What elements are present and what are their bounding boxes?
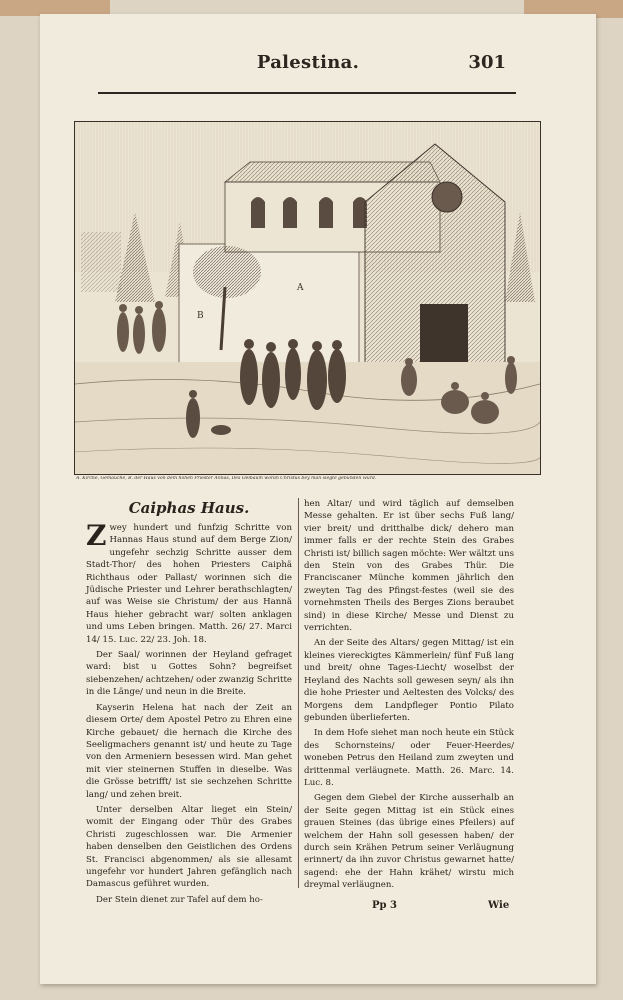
paragraph: Der Stein dienet zur Tafel auf dem ho- xyxy=(96,894,263,905)
paragraph: In dem Hofe siehet man noch heute ein Stück des Schornsteins/ oder Feuer-Heerdes/ woneben Petrus den Heiland zum zweyten und drittenmal verläugnete. Matth. 26. Marc. 14. Luc. 8. xyxy=(304,728,514,788)
right-column xyxy=(304,498,514,895)
left-column xyxy=(86,498,292,909)
figure-group-left xyxy=(117,301,166,354)
running-title: Palestina. xyxy=(256,52,360,73)
paragraph: Unter derselben Altar lieget ein Stein/ womit der Eingang oder Thür des Grabes Christi zugeschlossen war. Die Armenier haben denselben den Geistlichen des Ordens St. Francisci abgenommen/ als sie allesamt ungefehr vor hundert Jahren gefänglich nach Damascus geführet wurden. xyxy=(86,804,292,890)
paragraph: Kayserin Helena hat nach der Zeit an diesem Orte/ dem Apostel Petro zu Ehren eine Kirche gebauet/ die hernach die Kirche des Seeligmachers genannt ist/ und heute zu Tage von den Armeniern besessen wird. Man gehet mit vier steinernen Stuffen in dieselbe. Was die Grösse betrifft/ ist sie sechzehen Schritte lang/ und zehen breit. xyxy=(86,702,292,800)
page-number: 301 xyxy=(468,52,506,73)
paragraph: An der Seite des Altars/ gegen Mittag/ ist ein kleines viereckigtes Kämmerlein/ fünf Fuß lang und breit/ ohne Tages-Liecht/ woselbst der Heyland des Nachts soll gewesen seyn/ als ihn die hohe Priester und Aeltesten des Volcks/ des Morgens dem Landpfleger Pontio Pilato gebunden überlieferten. xyxy=(304,638,514,723)
plate-caption: A. Kirche, Gemäuche, B. der Haus von dem hohen Priester Annas, Des Oelbaum woran Christus bey man siegte gebunden wurd. xyxy=(76,476,377,481)
paragraph-text: wey hundert und funfzig Schritte von Hannas Haus stund auf dem Berge Zion/ ungefehr sechzig Schritte ausser dem Stadt-Thor/ des hohen Priesters Caiphä Richthaus oder Pallast/ worinnen sich die Jüdische Priester und Lehrer berathschlagten/ auf was Weise sie Christum/ der aus Hannä Haus hieher gebracht war/ solten anklagen und ums Leben bringen. Matth. 26/ 27. Marci 14/ 15. Luc. 22/ 23. Joh. 18. xyxy=(86,523,292,645)
paragraph: Gegen dem Giebel der Kirche ausserhalb an der Seite gegen Mittag ist ein Stück eines grauen Steines (das übrige eines Pfeilers) auf welchem der Hahn soll gesessen haben/ der durch sein Krähen Petrum seiner Verläugnung erinnert/ da ihn zuvor Christus gewarnet hatte/ sagend: ehe der Hahn krähet/ wirstu mich dreymal verläugnen. xyxy=(304,793,514,891)
plate-letter-a: A xyxy=(297,283,304,293)
olive-tree xyxy=(193,246,261,298)
catchword: Wie xyxy=(488,900,510,911)
header-rule xyxy=(98,92,516,94)
rose-window xyxy=(432,182,462,212)
paragraph: hen Altar/ und wird täglich auf demselben Messe gehalten. Er ist über sechs Fuß lang/ vier breit/ und dritthalbe dick/ dehero man immer falls er der rechte Stein des Grabes Christi ist/ billich sagen möchte: Wer wältzt uns den Stein von des Grabes Thür. Die Franciscaner Münche kommen jährlich den zweyten Tag des Pfingst-festes (weil sie des vornehmsten Theils des Berges Zions beraubet sind) in diese Kirche/ Messe und Dienst zu verrichten. xyxy=(304,499,514,634)
section-heading: Caiphas Haus. xyxy=(128,499,250,517)
plate-letter-b: B xyxy=(197,311,204,321)
church-engraving xyxy=(75,122,540,474)
drop-cap: Z xyxy=(86,519,107,552)
running-head xyxy=(98,52,518,86)
paragraph: Der Saal/ worinnen der Heyland gefraget ward: bist u Gottes Sohn? begreifset siebenzehen/ achtzehen/ oder zwanzig Schritte in die Länge/ und neun in die Breite. xyxy=(86,650,292,698)
printer-signature: Pp 3 xyxy=(372,900,397,911)
engraving-plate xyxy=(74,121,541,475)
column-divider xyxy=(298,498,299,888)
church-door xyxy=(420,304,468,372)
paragraph xyxy=(86,519,292,646)
